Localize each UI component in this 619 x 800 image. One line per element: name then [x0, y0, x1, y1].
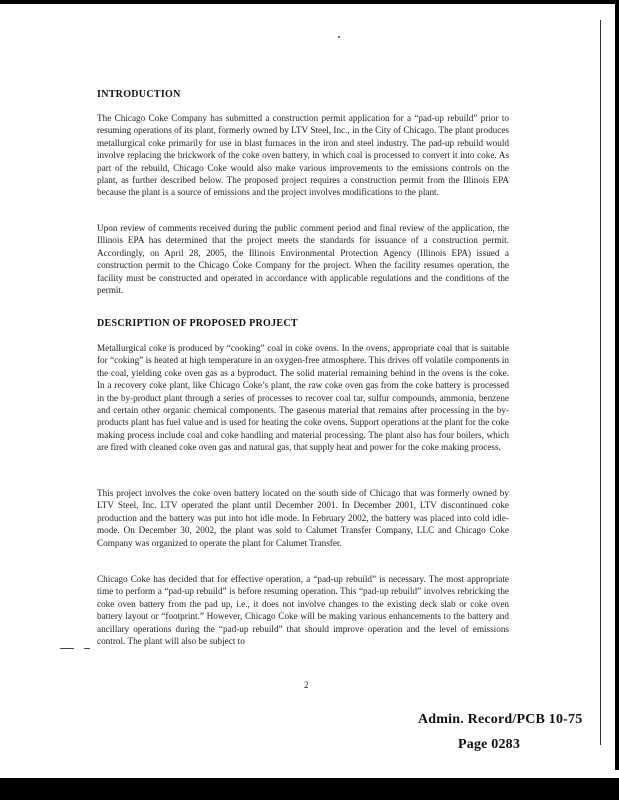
scan-edge-right: [615, 0, 619, 770]
page-number: 2: [304, 680, 309, 690]
section-heading-description: DESCRIPTION OF PROPOSED PROJECT: [97, 318, 298, 329]
page-stamp: Page 0283: [458, 737, 521, 752]
scan-speck: [84, 648, 90, 649]
description-paragraph-2: This project involves the coke oven battery located on the south side of Chicago that was formerly owned by LTV Steel, Inc. LTV operated the plant until December 2001. In December 2001, LTV discontinued coke production and the battery was put into hot idle mode. In February 2002, the battery was placed into cold idle-mode. On December 30, 2002, the plant was sold to Calumet Transfer Company, LLC and Chicago Coke Company was organized to operate the plant for Calumet Transfer.: [97, 488, 509, 548]
scan-speck: [60, 648, 74, 649]
scan-speck: [338, 36, 340, 38]
intro-paragraph-2: Upon review of comments received during the public comment period and final review of the application, the Illinois EPA has determined that the project meets the standards for issuance of a construction permit. Accordingly, on April 28, 2005, the Illinois Environmental Protection Agency (Illinois EPA) issued a construction permit to the Chicago Coke Company for the project. When the facility resumes operation, the facility must be constructed and operated in accordance with applicable regulations and the conditions of the permit.: [97, 223, 509, 296]
description-paragraph-3: Chicago Coke has decided that for effective operation, a “pad-up rebuild” is necessary. The most appropriate time to perform a “pad-up rebuild” is before resuming operation. This “pad-up rebuild” involves rebricking the coke oven battery from the pad up, i.e., it does not involve changes to the existing deck slab or coke oven battery layout or “footprint.” However, Chicago Coke will be making various enhancements to the battery and ancillary operations during the “pad-up rebuild” that should improve operation and the level of emissions control. The plant will also be subject to: [97, 574, 509, 647]
intro-paragraph-1: The Chicago Coke Company has submitted a construction permit application for a “pad-up rebuild” prior to resuming operations of its plant, formerly owned by LTV Steel, Inc., in the City of Chicago. The plant produces metallurgical coke primarily for use in blast furnaces in the iron and steel industry. The pad-up rebuild would involve replacing the brickwork of the coke oven battery, in which coal is processed to convert it into coke. As part of the rebuild, Chicago Coke would also make various improvements to the emissions controls on the plant, as further described below. The proposed project requires a construction permit from the Illinois EPA because the plant is a source of emissions and the project involves modifications to the plant.: [97, 113, 509, 198]
description-paragraph-1: Metallurgical coke is produced by “cooking” coal in coke ovens. In the ovens, appropriate coal that is suitable for “coking” is heated at high temperature in an oxygen-free atmosphere. This drives off volatile components in the coal, yielding coke oven gas as a byproduct. The solid material remaining behind in the ovens is the coke. In a recovery coke plant, like Chicago Coke’s plant, the raw coke oven gas from the coke battery is processed in the by-product plant through a series of processes to recover coal tar, sulfur compounds, ammonia, benzene and certain other organic chemical components. The gaseous material that remains after processing in the by-products plant has fuel value and is used for heating the coke ovens. Support operations at the plant for the coke making process include coal and coke handling and material processing. The plant also has four boilers, which are fired with cleaned coke oven gas and natural gas, that supply heat and power for the coke making process.: [97, 343, 509, 453]
admin-record-stamp: Admin. Record/PCB 10-75: [418, 712, 583, 727]
scan-edge-top: [0, 0, 619, 4]
section-heading-introduction: INTRODUCTION: [97, 89, 181, 100]
scan-margin-line: [600, 20, 601, 745]
scan-edge-bottom: [0, 778, 619, 800]
